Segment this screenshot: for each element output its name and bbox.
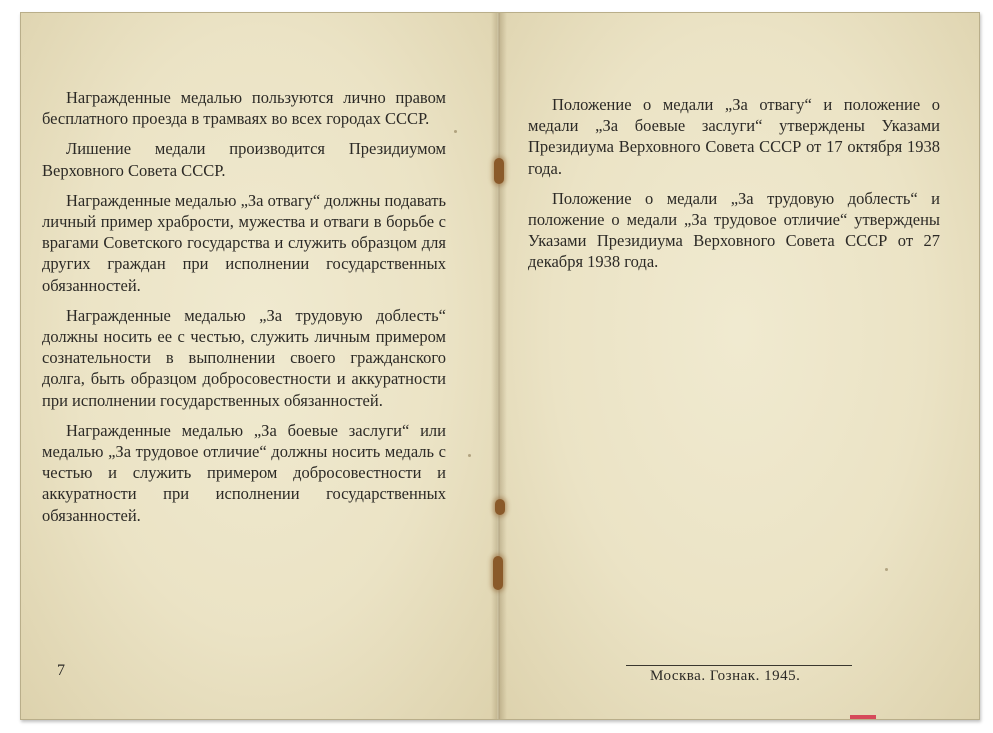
left-paragraph-1: Награжденные медалью пользуются лично правом бесплатного проезда в трамваях во всех городах СССР. [42,88,446,129]
right-paragraph-2: Положение о медали „За трудовую доблесть“ и положение о медали „За трудовое отличие“ утверждены Указами Президиума Верховного Совета СССР от 27 декабря 1938 года. [528,188,940,272]
printer-imprint: Москва. Гознак. 1945. [650,668,801,684]
left-paragraph-2: Лишение медали производится Президиумом Верховного Совета СССР. [42,139,446,180]
paper-spot [454,130,457,133]
paper-spot [468,454,471,457]
right-page-text [528,94,940,273]
book-gutter [491,13,507,719]
left-paragraph-4: Награжденные медалью „За трудовую доблесть“ должны носить ее с честью, служить личным примером сознательности в выполнении своего гражданского долга, быть образцом добросовестности и аккуратности при исполнении государственных обязанностей. [42,305,446,410]
staple-middle [495,499,505,515]
red-thread-mark [850,715,876,719]
staple-bottom [493,556,503,590]
left-paragraph-5: Награжденные медалью „За боевые заслуги“ или медалью „За трудовое отличие“ должны носить медаль с честью и служить примером добросовестности и аккуратности при исполнении государственных обязанностей. [42,420,446,525]
left-paragraph-3: Награжденные медалью „За отвагу“ должны подавать личный пример храбрости, мужества и отваги в борьбе с врагами Советского государства и служить образцом для других граждан при исполнении государственных обязанностей. [42,190,446,295]
imprint-rule [626,665,852,666]
staple-top [494,158,504,184]
paper-spot [885,568,888,571]
right-paragraph-1: Положение о медали „За отвагу“ и положение о медали „За боевые заслуги“ утверждены Указами Президиума Верховного Совета СССР от 17 октября 1938 года. [528,95,940,178]
left-page-text [42,87,446,526]
page-number: 7 [57,662,65,679]
